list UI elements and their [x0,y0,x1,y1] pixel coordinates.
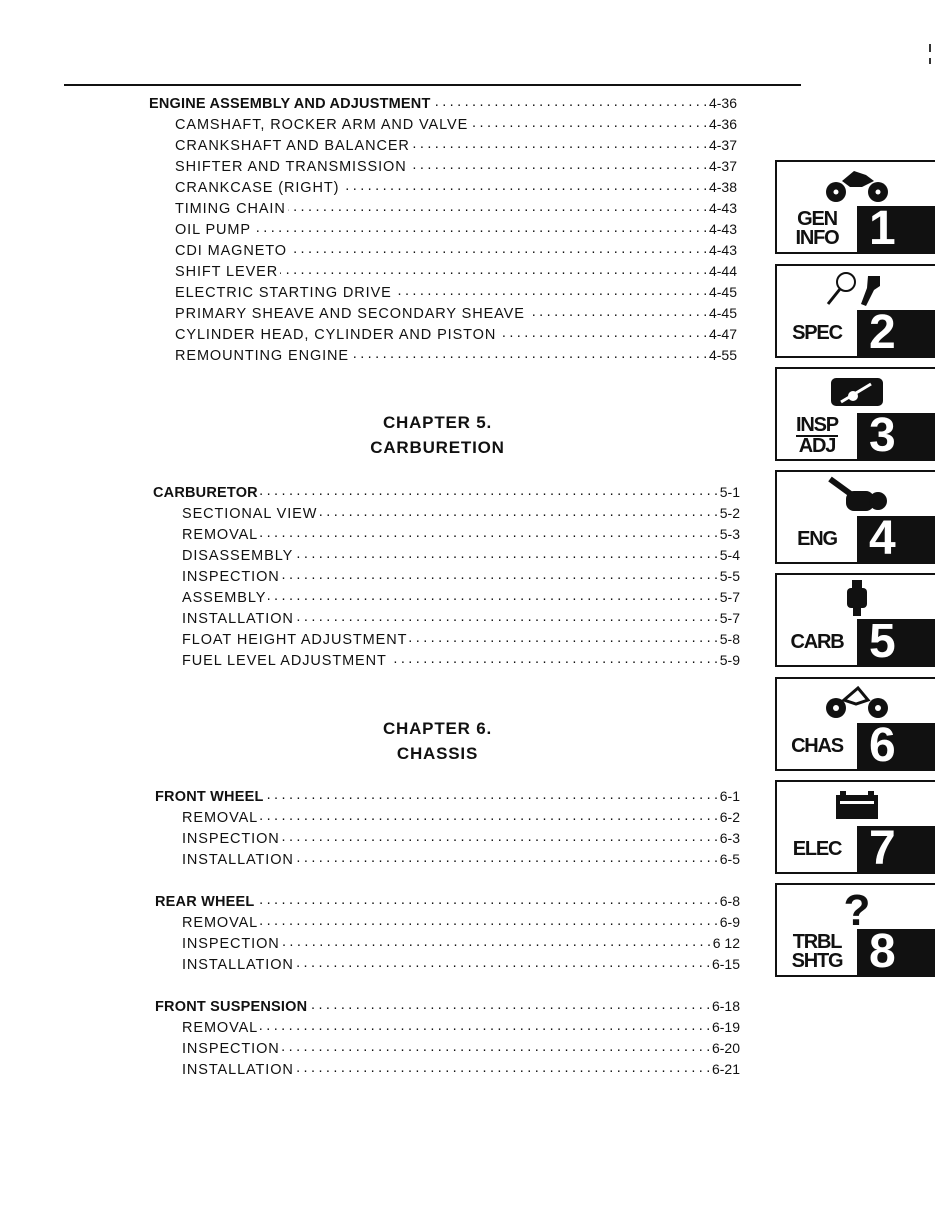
chapter-tab-5[interactable] [775,573,935,667]
page-number: 4-37 [708,158,737,174]
entry-title: FRONT SUSPENSION [155,999,308,1015]
tab-label-line: TRBL [792,931,842,953]
edge-mark [929,58,931,64]
entry-title: REAR WHEEL [155,894,255,910]
page-number: 5-7 [719,589,740,605]
chapter-title: CARBURETION [370,438,505,457]
entry-title: REMOVAL [182,810,259,826]
entry-title: INSPECTION [182,569,280,585]
dot-leader [296,850,718,864]
page-number: 6-8 [719,893,740,909]
tab-label-line: CHAS [791,734,843,757]
entry-title: ELECTRIC STARTING DRIVE [175,285,392,301]
tab-footer [777,925,935,978]
chapter-title: CHASSIS [396,744,479,763]
tab-label-line: GEN [797,208,837,230]
dot-leader [266,787,718,801]
entry-title: CYLINDER HEAD, CYLINDER AND PISTON [175,327,497,343]
dot-leader [260,483,718,497]
dot-leader [256,892,717,906]
toc-entry[interactable] [153,525,740,546]
toc-entry[interactable] [155,829,740,850]
page-number: 6-1 [719,788,740,804]
dot-leader [260,808,718,822]
dot-leader [527,304,707,318]
page-number: 5-1 [719,484,740,500]
tab-label [777,929,857,975]
toc-entry[interactable] [149,178,737,199]
dot-leader [282,1039,710,1053]
toc-section [155,997,740,1081]
chapter-number: CHAPTER 6. [382,719,493,738]
dot-leader [389,651,718,665]
entry-title: PRIMARY SHEAVE AND SECONDARY SHEAVE [175,306,525,322]
toc-section-entry[interactable] [153,483,740,504]
page-number: 6-2 [719,809,740,825]
toc-section [155,787,740,871]
dot-leader [260,525,718,539]
tab-label-line: INSP [796,414,838,436]
page-number: 4-55 [708,347,737,363]
entry-title: CARBURETOR [153,485,258,501]
toc-entry[interactable] [153,504,740,525]
tab-footer [777,822,935,875]
page-number: 5-4 [719,547,740,563]
tab-label-line: SPEC [792,321,842,344]
dot-leader [409,630,717,644]
page-number: 4-43 [708,242,737,258]
page-number: 5-7 [719,610,740,626]
entry-title: INSPECTION [182,936,280,952]
dot-leader [498,325,707,339]
chapter-6-heading [300,716,575,766]
entry-title: TIMING CHAIN [175,201,286,217]
entry-title: FLOAT HEIGHT ADJUSTMENT [182,632,408,648]
dot-leader [260,1018,710,1032]
entry-title: SHIFTER AND TRANSMISSION [175,159,407,175]
dot-leader [282,567,718,581]
tab-label [777,310,857,356]
page-number: 6-21 [711,1061,740,1077]
tab-label [777,826,857,872]
entry-title: REMOVAL [182,915,259,931]
carburetor-icon [777,575,935,621]
tab-label [777,516,857,562]
toc-entry[interactable] [155,1018,740,1039]
page-number: 4-45 [708,284,737,300]
entry-title: INSTALLATION [182,957,294,973]
tab-label-line: CARB [790,630,844,653]
dot-leader [253,220,707,234]
entry-title: REMOVAL [182,527,259,543]
toc-entry[interactable] [149,325,737,346]
toc-section [155,892,740,976]
dot-leader [288,199,707,213]
tab-number: 5 [869,615,896,668]
entry-title: CRANKSHAFT AND BALANCER [175,138,410,154]
tab-number: 3 [869,409,896,462]
toc-entry[interactable] [149,241,737,262]
toc-entry[interactable] [149,199,737,220]
entry-title: FRONT WHEEL [155,789,264,805]
chapter-tab-4[interactable] [775,470,935,564]
page-number: 6-9 [719,914,740,930]
dot-leader [319,504,717,518]
toc-section [153,483,740,672]
chapter-tab-1[interactable] [775,160,935,254]
toc-entry[interactable] [155,808,740,829]
atv-icon [777,162,935,208]
page-number: 5-9 [719,652,740,668]
edge-mark [929,44,931,52]
tab-number: 1 [869,202,896,255]
toc-entry[interactable] [149,136,737,157]
page-number: 4-47 [708,326,737,342]
tab-label-line: SHTG [791,950,843,972]
wrench-hand-icon [777,369,935,415]
dot-leader [433,94,707,108]
tab-footer [777,306,935,359]
page-number: 6 12 [712,935,740,951]
toc-entry[interactable] [155,1039,740,1060]
toc-entry[interactable] [155,934,740,955]
page-number: 6-3 [719,830,740,846]
entry-title: REMOVAL [182,1020,259,1036]
toc-entry[interactable] [155,913,740,934]
dot-leader [470,115,707,129]
dot-leader [289,241,707,255]
toc-entry[interactable] [149,283,737,304]
toc-section-entry[interactable] [155,892,740,913]
dot-leader [282,934,711,948]
dot-leader [412,136,707,150]
tab-label [777,619,857,665]
dot-leader [268,588,717,602]
toc-entry[interactable] [149,157,737,178]
header-rule [64,84,801,86]
entry-title: INSPECTION [182,1041,280,1057]
page-number: 5-3 [719,526,740,542]
entry-title: ENGINE ASSEMBLY AND ADJUSTMENT [149,96,431,112]
tab-footer [777,615,935,668]
tab-footer [777,202,935,255]
entry-title: CAMSHAFT, ROCKER ARM AND VALVE [175,117,469,133]
entry-title: SECTIONAL VIEW [182,506,318,522]
engine-icon [777,472,935,518]
tab-label [777,206,857,252]
entry-title: INSTALLATION [182,611,294,627]
chapter-number: CHAPTER 5. [382,413,493,432]
page-number: 6-5 [719,851,740,867]
page-number: 4-44 [708,263,737,279]
page-number: 4-43 [708,200,737,216]
chapter-tab-3[interactable] [775,367,935,461]
tab-number: 8 [869,925,896,978]
dot-leader [409,157,707,171]
gauge-tools-icon [777,266,935,312]
toc-entry[interactable] [153,630,740,651]
chapter-tab-7[interactable] [775,780,935,874]
toc-entry[interactable] [153,588,740,609]
dot-leader [280,262,707,276]
tab-label [777,413,857,459]
dot-leader [296,955,710,969]
page-number: 6-15 [711,956,740,972]
toc-section-entry[interactable] [149,94,737,115]
page-number: 6-20 [711,1040,740,1056]
chapter-5-heading [300,410,575,460]
toc-section-entry[interactable] [155,997,740,1018]
entry-title: FUEL LEVEL ADJUSTMENT [182,653,387,669]
toc-entry[interactable] [153,651,740,672]
tab-label-line: ELEC [792,837,842,860]
entry-title: INSTALLATION [182,1062,294,1078]
tab-number: 2 [869,306,896,359]
motorcycle-icon [777,679,935,725]
dot-leader [296,1060,710,1074]
toc-section-entry[interactable] [155,787,740,808]
battery-icon [777,782,935,828]
entry-title: INSTALLATION [182,852,294,868]
toc-entry[interactable] [153,546,740,567]
dot-leader [296,609,718,623]
toc-entry[interactable] [149,262,737,283]
tab-footer [777,409,935,462]
question-icon [777,885,935,931]
page-number: 4-45 [708,305,737,321]
page-number: 4-36 [708,95,737,111]
entry-title: OIL PUMP [175,222,251,238]
entry-title: SHIFT LEVER [175,264,279,280]
tab-label-line: INFO [795,227,839,249]
toc-section [149,94,737,367]
page-number: 4-37 [708,137,737,153]
page-number: 5-5 [719,568,740,584]
tab-number: 7 [869,822,896,875]
toc-entry[interactable] [149,304,737,325]
tab-footer [777,512,935,565]
chapter-tab-8[interactable] [775,883,935,977]
entry-title: REMOUNTING ENGINE [175,348,349,364]
toc-entry[interactable] [149,220,737,241]
page-number: 4-36 [708,116,737,132]
page-number: 4-43 [708,221,737,237]
tab-label [777,723,857,769]
chapter-tab-2[interactable] [775,264,935,358]
dot-leader [282,829,718,843]
dot-leader [309,997,710,1011]
page-number: 6-18 [711,998,740,1014]
toc-entry[interactable] [155,1060,740,1081]
toc-entry[interactable] [149,115,737,136]
dot-leader [351,346,707,360]
entry-title: DISASSEMBLY [182,548,294,564]
dot-leader [341,178,707,192]
dot-leader [260,913,718,927]
entry-title: CDI MAGNETO [175,243,287,259]
tab-label-line: ADJ [798,435,836,457]
chapter-tab-6[interactable] [775,677,935,771]
page-number: 6-19 [711,1019,740,1035]
toc-entry[interactable] [149,346,737,367]
entry-title: INSPECTION [182,831,280,847]
toc-entry[interactable] [153,567,740,588]
tab-number: 4 [869,512,896,565]
toc-entry[interactable] [155,850,740,871]
tab-footer [777,719,935,772]
page-number: 5-2 [719,505,740,521]
dot-leader [394,283,707,297]
page-number: 4-38 [708,179,737,195]
svg-text:?: ? [843,887,871,929]
tab-number: 6 [869,719,896,772]
page-number: 5-8 [719,631,740,647]
tab-label-line: ENG [797,527,837,550]
entry-title: ASSEMBLY [182,590,267,606]
dot-leader [295,546,718,560]
entry-title: CRANKCASE (RIGHT) [175,180,340,196]
toc-entry[interactable] [153,609,740,630]
toc-entry[interactable] [155,955,740,976]
